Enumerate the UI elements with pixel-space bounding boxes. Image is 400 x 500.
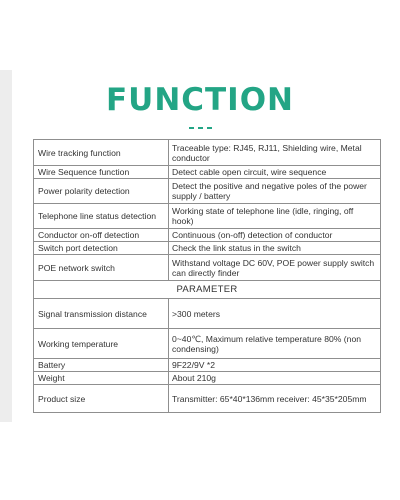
function-value: Check the link status in the switch xyxy=(169,242,381,255)
left-edge-strip xyxy=(0,70,12,422)
parameter-value: 9F22/9V *2 xyxy=(169,359,381,372)
table-row xyxy=(34,372,381,385)
function-label: Switch port detection xyxy=(34,242,169,255)
function-value: Withstand voltage DC 60V, POE power supply switch can directly finder xyxy=(169,255,381,281)
function-value: Detect cable open circuit, wire sequence xyxy=(169,166,381,179)
table-row xyxy=(34,299,381,329)
table-row xyxy=(34,329,381,359)
table-row xyxy=(34,166,381,179)
parameter-label: Product size xyxy=(34,385,169,413)
spec-table xyxy=(33,139,381,413)
function-label: Telephone line status detection xyxy=(34,204,169,229)
parameter-label: Battery xyxy=(34,359,169,372)
table-row xyxy=(34,242,381,255)
function-label: Conductor on-off detection xyxy=(34,229,169,242)
table-row xyxy=(34,229,381,242)
table-row xyxy=(34,281,381,299)
table-row xyxy=(34,204,381,229)
function-value: Traceable type: RJ45, RJ11, Shielding wire, Metal conductor xyxy=(169,140,381,166)
table-row xyxy=(34,359,381,372)
function-label: POE network switch xyxy=(34,255,169,281)
function-label: Power polarity detection xyxy=(34,179,169,204)
table-row xyxy=(34,385,381,413)
parameter-label: Working temperature xyxy=(34,329,169,359)
parameter-label: Weight xyxy=(34,372,169,385)
function-label: Wire Sequence function xyxy=(34,166,169,179)
parameter-value: 0~40℃, Maximum relative temperature 80% (non condensing) xyxy=(169,329,381,359)
parameter-value: Transmitter: 65*40*136mm receiver: 45*35*205mm xyxy=(169,385,381,413)
function-value: Continuous (on-off) detection of conductor xyxy=(169,229,381,242)
page-title: FUNCTION xyxy=(105,82,295,118)
table-row xyxy=(34,140,381,166)
function-value: Working state of telephone line (idle, ringing, off hook) xyxy=(169,204,381,229)
parameter-heading: PARAMETER xyxy=(34,281,381,299)
function-label: Wire tracking function xyxy=(34,140,169,166)
table-row xyxy=(34,179,381,204)
function-value: Detect the positive and negative poles of the power supply / battery xyxy=(169,179,381,204)
parameter-value: >300 meters xyxy=(169,299,381,329)
parameter-value: About 210g xyxy=(169,372,381,385)
table-row xyxy=(34,255,381,281)
parameter-label: Signal transmission distance xyxy=(34,299,169,329)
title-underline xyxy=(0,127,400,129)
